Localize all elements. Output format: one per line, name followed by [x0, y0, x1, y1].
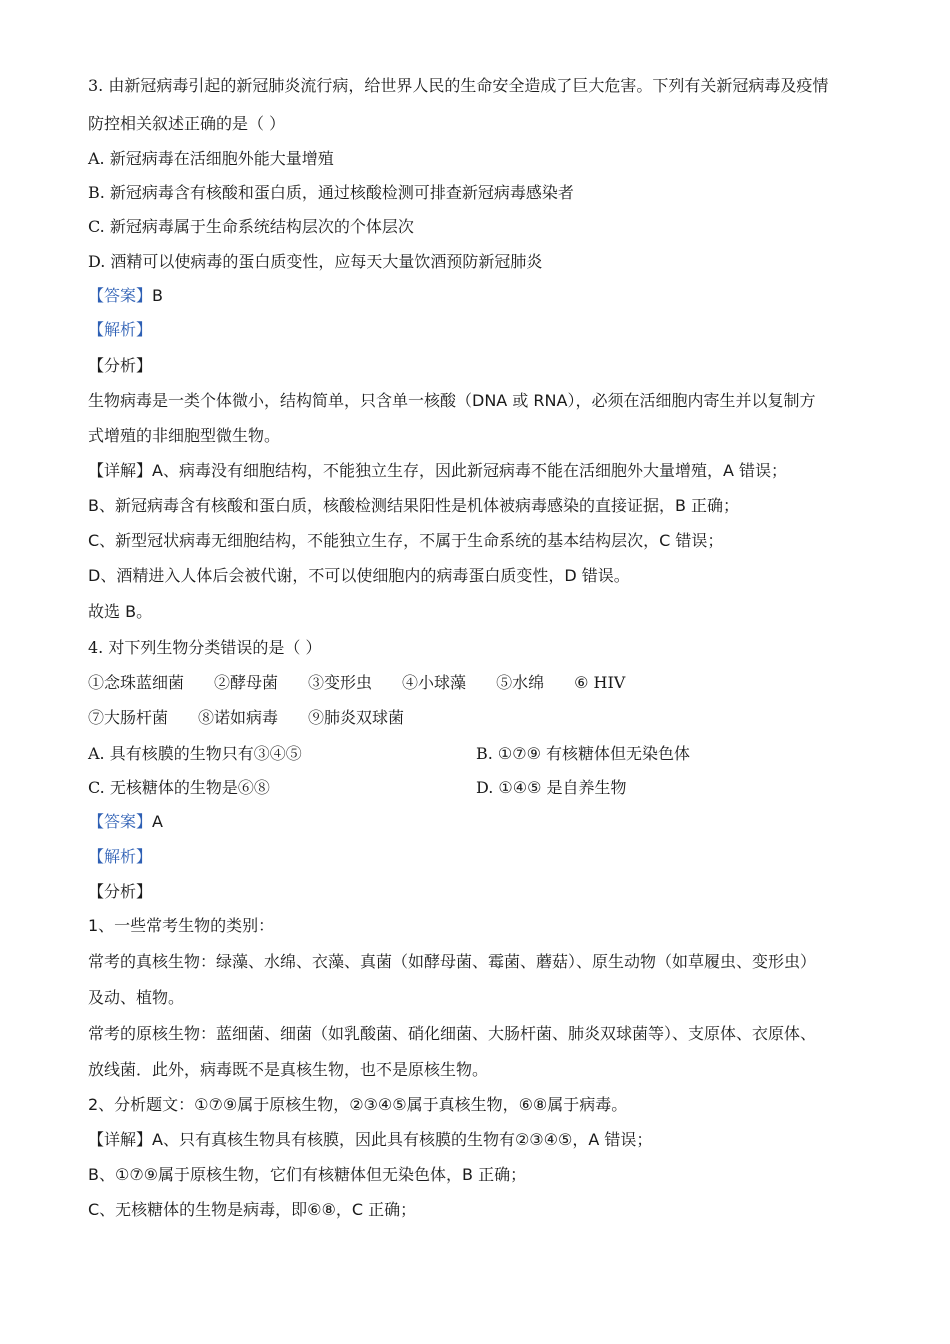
q4-detail-a: [88, 1129, 870, 1151]
q4-fenxi-tag: 【分析】: [88, 882, 153, 901]
q4-organisms-row1: [88, 672, 870, 694]
q4-option-d: D. ①④⑤ 是自养生物: [476, 778, 627, 797]
q3-stem-line1: 3. 由新冠病毒引起的新冠肺炎流行病，给世界人民的生命安全造成了巨大危害。下列有关新冠病毒及疫情: [88, 76, 829, 95]
q4-prokaryote-line2: 放线菌．此外，病毒既不是真核生物，也不是原核生物。: [88, 1060, 489, 1079]
q4-eukaryote-line1: 常考的真核生物：绿藻、水绵、衣藻、真菌（如酵母菌、霉菌、蘑菇）、原生动物（如草履虫、变形虫）: [88, 952, 817, 971]
q3-detail-d: D、酒精进入人体后会被代谢，不可以使细胞内的病毒蛋白质变性，D 错误。: [88, 566, 630, 585]
organism-item: ⑤水绵: [496, 673, 545, 692]
q4-option-b: B. ①⑦⑨ 有核糖体但无染色体: [476, 744, 691, 763]
answer-value: B: [152, 286, 163, 305]
q4-organisms-row2: [88, 707, 870, 729]
answer-value: A: [152, 812, 163, 831]
organism-item: ②酵母菌: [214, 673, 279, 692]
answer-tag: 【答案】: [88, 812, 153, 831]
organism-item: ⑦大肠杆菌: [88, 708, 169, 727]
q3-detail-b: B、新冠病毒含有核酸和蛋白质，核酸检测结果阳性是机体被病毒感染的直接证据，B 正确；: [88, 496, 740, 515]
q3-jiexi-tag: 【解析】: [88, 320, 153, 339]
q3-stem-line2: 防控相关叙述正确的是（ ）: [88, 114, 286, 133]
q4-detail-c: C、无核糖体的生物是病毒，即⑥⑧，C 正确；: [88, 1200, 417, 1219]
q3-conclusion: 故选 B。: [88, 602, 153, 621]
q3-detail-a: [88, 460, 870, 482]
q4-jiexi-tag: 【解析】: [88, 847, 153, 866]
detail-tag: 【详解】: [88, 461, 153, 480]
q3-option-b: B. 新冠病毒含有核酸和蛋白质，通过核酸检测可排查新冠病毒感染者: [88, 183, 574, 202]
q4-eukaryote-line2: 及动、植物。: [88, 988, 185, 1007]
q3-detail-c: C、新型冠状病毒无细胞结构，不能独立生存，不属于生命系统的基本结构层次，C 错误；: [88, 531, 724, 550]
q3-option-a: A. 新冠病毒在活细胞外能大量增殖: [88, 149, 334, 168]
q4-detail-b: B、①⑦⑨属于原核生物，它们有核糖体但无染色体，B 正确；: [88, 1165, 527, 1184]
q3-option-d: D. 酒精可以使病毒的蛋白质变性，应每天大量饮酒预防新冠肺炎: [88, 252, 543, 271]
detail-text: A、只有真核生物具有核膜，因此具有核膜的生物有②③④⑤，A 错误；: [152, 1130, 653, 1149]
organism-item: ⑧诺如病毒: [198, 708, 279, 727]
q4-point2: 2、分析题文：①⑦⑨属于原核生物，②③④⑤属于真核生物，⑥⑧属于病毒。: [88, 1095, 628, 1114]
organism-item: ⑨肺炎双球菌: [308, 708, 405, 727]
q3-fenxi-tag: 【分析】: [88, 356, 153, 375]
q3-analysis-line2: 式增殖的非细胞型微生物。: [88, 426, 281, 445]
q4-answer-row: [88, 811, 870, 834]
q4-prokaryote-line1: 常考的原核生物：蓝细菌、细菌（如乳酸菌、硝化细菌、大肠杆菌、肺炎双球菌等）、支原体、衣原体、: [88, 1024, 817, 1043]
organism-item: ④小球藻: [402, 673, 467, 692]
organism-item: ①念珠蓝细菌: [88, 673, 185, 692]
q4-option-a: A. 具有核膜的生物只有③④⑤: [88, 744, 302, 763]
detail-tag: 【详解】: [88, 1130, 153, 1149]
q4-option-c: C. 无核糖体的生物是⑥⑧: [88, 778, 270, 797]
organism-item: ③变形虫: [308, 673, 373, 692]
q3-answer-row: [88, 285, 870, 308]
q4-point1: 1、一些常考生物的类别：: [88, 916, 275, 935]
detail-text: A、病毒没有细胞结构，不能独立生存，因此新冠病毒不能在活细胞外大量增殖，A 错误；: [152, 461, 787, 480]
organism-item: ⑥ HIV: [574, 673, 626, 692]
q3-analysis-line1: 生物病毒是一类个体微小，结构简单，只含单一核酸（DNA 或 RNA），必须在活细胞内寄生并以复制方: [88, 391, 816, 410]
answer-tag: 【答案】: [88, 286, 153, 305]
q4-stem: 4. 对下列生物分类错误的是（ ）: [88, 638, 322, 657]
q3-option-c: C. 新冠病毒属于生命系统结构层次的个体层次: [88, 217, 414, 236]
